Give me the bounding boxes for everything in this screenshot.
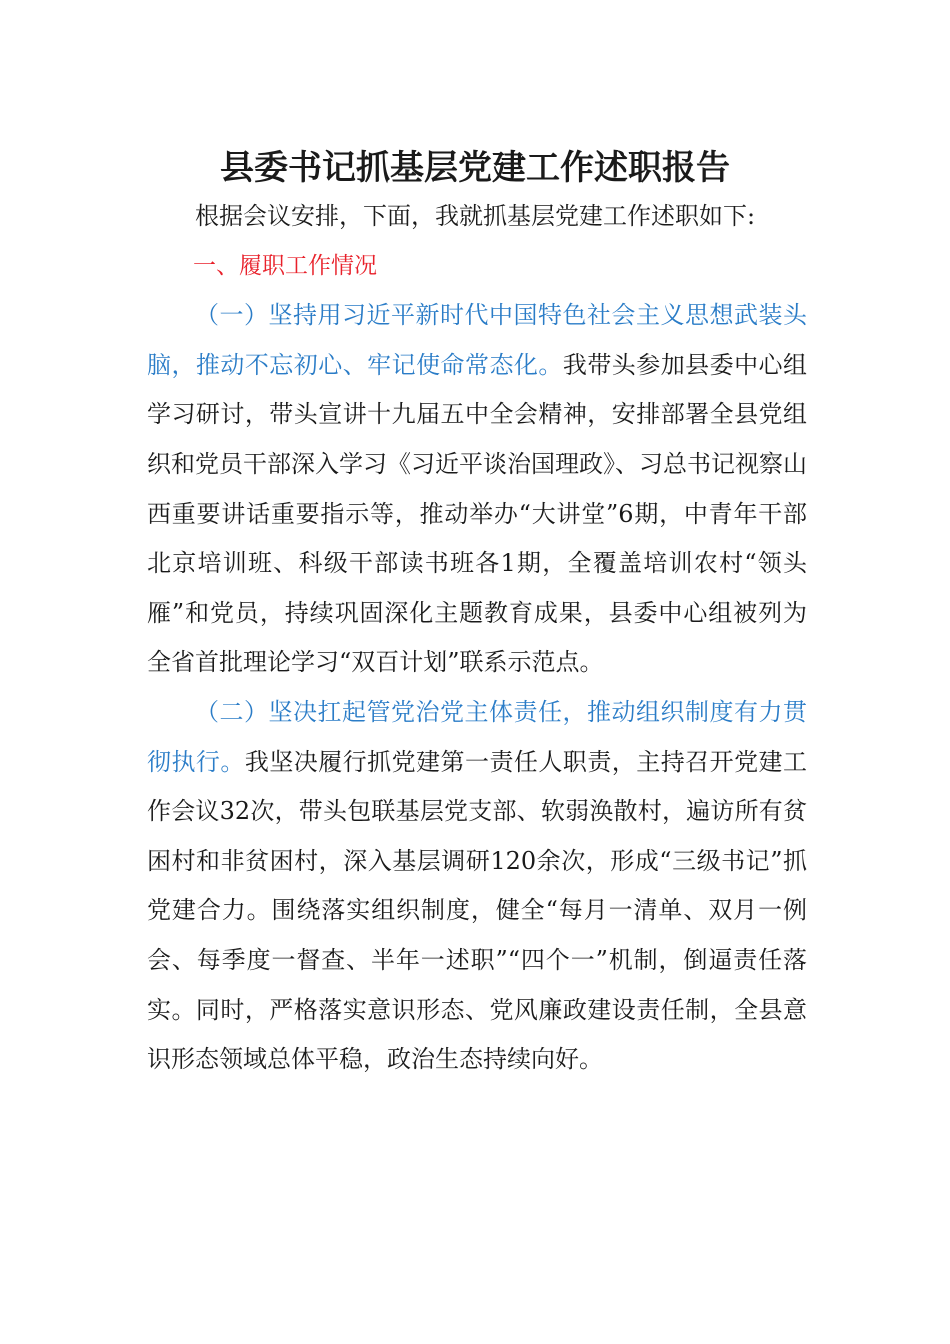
- paragraph-1-text: 我带头参加县委中心组学习研讨，带头宣讲十九届五中全会精神，安排部署全县党组织和党员干部深入学习《习近平谈治国理政》、习总书记视察山西重要讲话重要指示等，推动举办“大讲堂”6期，中青年干部北京培训班、科级干部读书班各1期，全覆盖培训农村“领头雁”和党员，持续巩固深化主题教育成果，县委中心组被列为全省首批理论学习“双百计划”联系示范点。: [147, 350, 808, 677]
- section-heading: 一、履职工作情况: [193, 252, 377, 279]
- document-title: 县委书记抓基层党建工作述职报告: [220, 148, 730, 188]
- paragraph-2-text: 我坚决履行抓党建第一责任人职责，主持召开党建工作会议32次，带头包联基层党支部、软弱涣散村，遍访所有贫困村和非贫困村，深入基层调研120余次，形成“三级书记”抓党建合力。围绕落实组织制度，健全“每月一清单、双月一例会、每季度一督查、半年一述职”“四个一”机制，倒逼责任落实。同时，严格落实意识形态、党风廉政建设责任制，全县意识形态领域总体平稳，政治生态持续向好。: [147, 747, 808, 1074]
- paragraph-2: [147, 688, 807, 1085]
- intro-paragraph: 根据会议安排，下面，我就抓基层党建工作述职如下:: [195, 202, 756, 230]
- paragraph-2-heading: （二）坚决扛起管党治党主体责任，推动组织制度有力贯彻执行。: [147, 697, 807, 776]
- document-body: [147, 192, 807, 1085]
- paragraph-1-heading: （一）坚持用习近平新时代中国特色社会主义思想武装头脑，推动不忘初心、牢记使命常态化。: [147, 301, 807, 379]
- paragraph-1: [147, 291, 807, 688]
